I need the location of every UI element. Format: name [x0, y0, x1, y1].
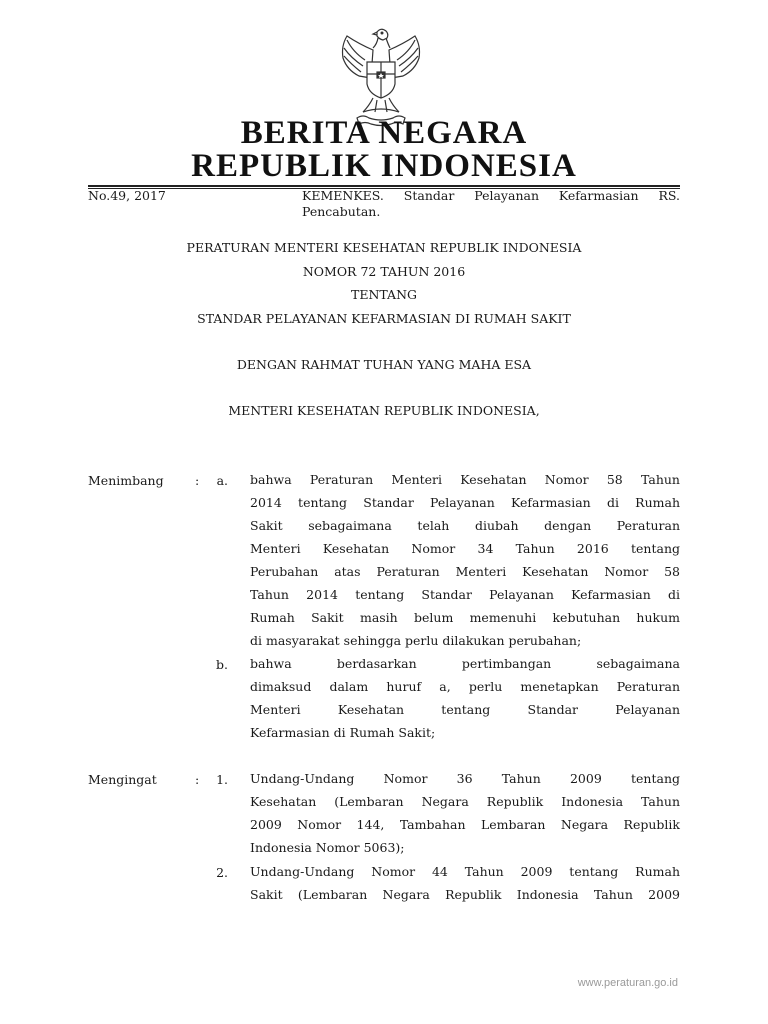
regulation-tentang: TENTANG — [350, 287, 417, 302]
mengingat-colon: : — [195, 772, 200, 787]
regulation-subject: STANDAR PELAYANAN KEFARMASIAN DI RUMAH SAKIT — [197, 311, 571, 326]
gazette-subject — [302, 188, 680, 220]
regulation-title: PERATURAN MENTERI KESEHATAN REPUBLIK INDONESIA — [186, 240, 582, 255]
text-line: Kesehatan (Lembaran Negara Republik Indonesia Tahun — [250, 794, 680, 809]
regulation-number: NOMOR 72 TAHUN 2016 — [302, 264, 466, 279]
invocation: DENGAN RAHMAT TUHAN YANG MAHA ESA — [236, 357, 532, 372]
text-line: Sakit (Lembaran Negara Republik Indonesia Tahun 2009 — [250, 887, 680, 902]
subject-line-2: Pencabutan. — [302, 204, 381, 219]
text-line: Undang-Undang Nomor 44 Tahun 2009 tentang Rumah — [250, 864, 680, 879]
text-line: Undang-Undang Nomor 36 Tahun 2009 tentang — [250, 771, 680, 786]
text-line: Indonesia Nomor 5063); — [250, 840, 405, 855]
issuer: MENTERI KESEHATAN REPUBLIK INDONESIA, — [228, 403, 540, 418]
menimbang-marker-b: b. — [216, 657, 228, 672]
masthead-title-line-2: REPUBLIK INDONESIA — [191, 148, 577, 184]
menimbang-item-b — [250, 652, 680, 744]
gazette-number: No.49, 2017 — [88, 188, 166, 203]
menimbang-marker-a: a. — [216, 473, 228, 488]
menimbang-colon: : — [195, 473, 200, 488]
footer-url: www.peraturan.go.id — [577, 977, 678, 989]
text-line: Tahun 2014 tentang Standar Pelayanan Kefarmasian di — [250, 587, 680, 602]
text-line: Sakit sebagaimana telah diubah dengan Peraturan — [250, 518, 680, 533]
mengingat-label: Mengingat — [88, 772, 157, 787]
mengingat-item-1 — [250, 767, 680, 859]
text-line: bahwa Peraturan Menteri Kesehatan Nomor 58 Tahun — [250, 472, 680, 487]
text-line: Kefarmasian di Rumah Sakit; — [250, 725, 436, 740]
text-line: bahwa berdasarkan pertimbangan sebagaimana — [250, 656, 680, 671]
text-line: Menteri Kesehatan Nomor 34 Tahun 2016 tentang — [250, 541, 680, 556]
menimbang-label: Menimbang — [88, 473, 164, 488]
text-line: dimaksud dalam huruf a, perlu menetapkan Peraturan — [250, 679, 680, 694]
text-line: di masyarakat sehingga perlu dilakukan perubahan; — [250, 633, 582, 648]
masthead-title-line-1: BERITA NEGARA — [240, 115, 528, 151]
text-line: Perubahan atas Peraturan Menteri Kesehatan Nomor 58 — [250, 564, 680, 579]
mengingat-marker-2: 2. — [216, 865, 228, 880]
mengingat-marker-1: 1. — [216, 772, 228, 787]
menimbang-item-a — [250, 468, 680, 652]
text-line: 2009 Nomor 144, Tambahan Lembaran Negara Republik — [250, 817, 680, 832]
text-line: Menteri Kesehatan tentang Standar Pelayanan — [250, 702, 680, 717]
masthead-rule-thick — [88, 185, 680, 187]
text-line: Rumah Sakit masih belum memenuhi kebutuhan hukum — [250, 610, 680, 625]
text-line: 2014 tentang Standar Pelayanan Kefarmasian di Rumah — [250, 495, 680, 510]
mengingat-item-2 — [250, 860, 680, 906]
subject-line-1: KEMENKES. Standar Pelayanan Kefarmasian RS. — [302, 188, 680, 203]
